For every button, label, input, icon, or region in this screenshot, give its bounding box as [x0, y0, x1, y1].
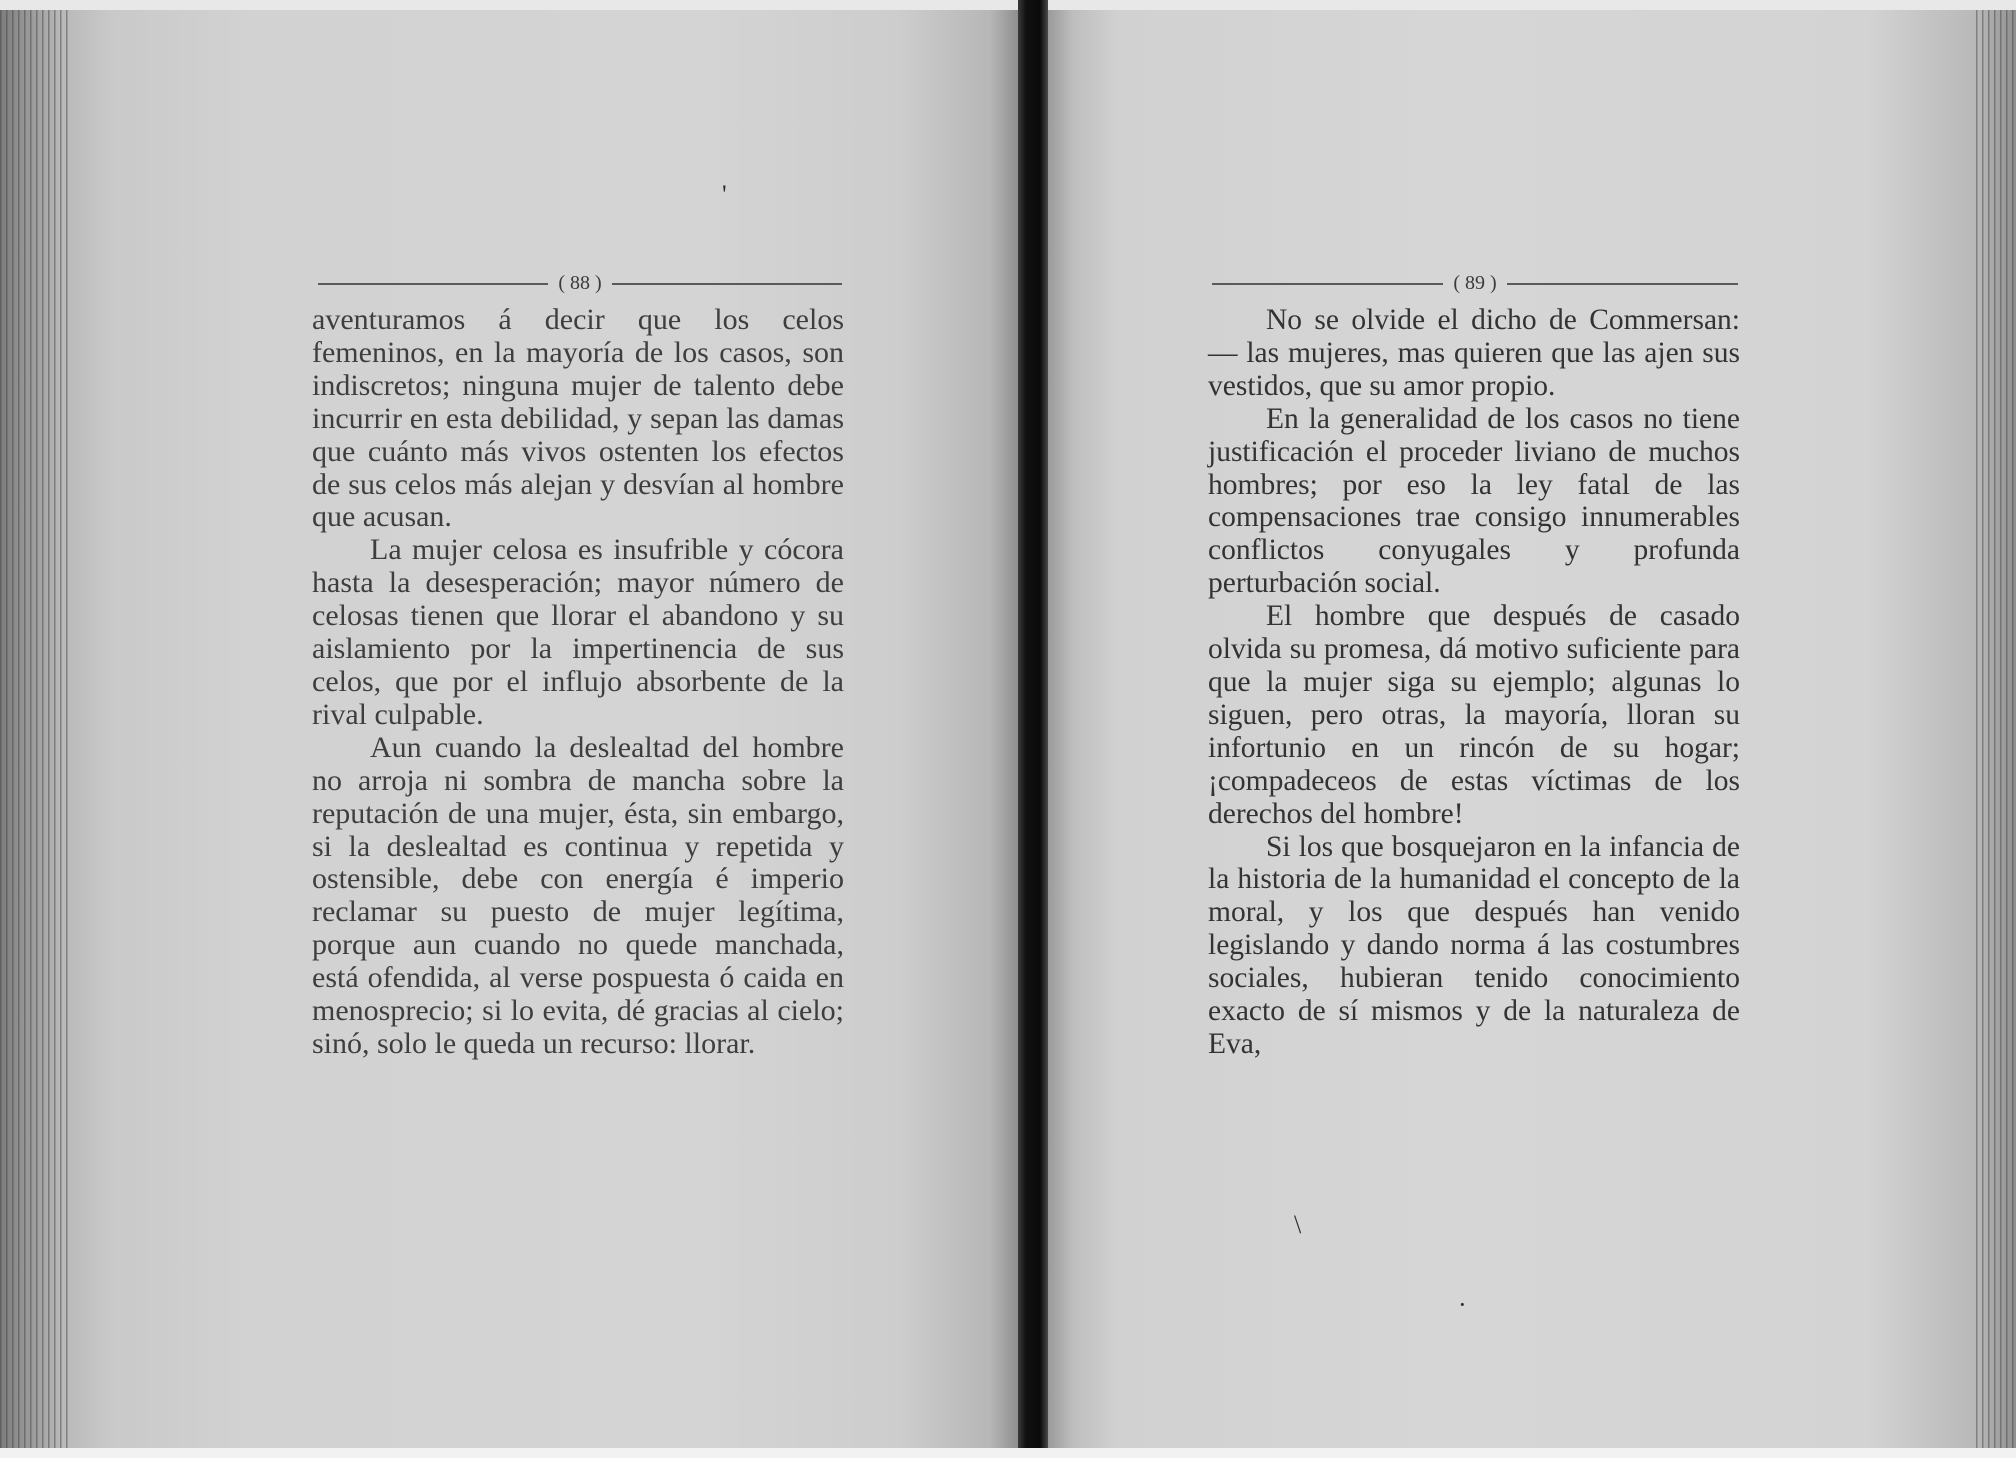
left-page-text [312, 304, 844, 1061]
header-rule [612, 283, 842, 285]
page-edge-stack [0, 10, 70, 1458]
page-edge-stack [1976, 10, 2016, 1458]
right-page-text [1208, 304, 1740, 1061]
paragraph: En la generalidad de los casos no tiene justificación el proceder liviano de muchos hombres; por eso la ley fatal de las compensaciones trae consigo innumerables conflictos conyugales y profunda perturbación social. [1208, 402, 1740, 600]
scan-top-border [0, 0, 2016, 10]
paragraph: El hombre que después de casado olvida su promesa, dá motivo suficiente para que la mujer siga su ejemplo; algunas lo siguen, pero otras, la mayoría, lloran su infortunio en un rincón de su hogar; ¡compadeceos de estas víctimas de los derechos del hombre! [1208, 600, 1740, 830]
left-page-header [318, 272, 842, 295]
paragraph: Si los que bosquejaron en la infancia de la historia de la humanidad el concepto de la moral, y los que después han venido legislando y dando norma á las costumbres sociales, hubieran tenido conocimiento exacto de sí mismos y de la naturaleza de Eva, [1208, 830, 1740, 1060]
header-rule [1212, 283, 1443, 285]
right-page-header [1212, 272, 1738, 295]
header-rule [1507, 283, 1738, 285]
page-number: ( 88 ) [558, 272, 602, 294]
scan-bottom-border [0, 1448, 2016, 1458]
paragraph: La mujer celosa es insufrible y cócora hasta la desesperación; mayor número de celosas tienen que llorar el abandono y su aislamiento por la impertinencia de sus celos, que por el influjo absorbente de la rival culpable. [312, 533, 844, 731]
paragraph: No se olvide el dicho de Commersan: — las mujeres, mas quieren que las ajen sus vestidos, que su amor propio. [1208, 304, 1740, 402]
book-gutter [1018, 0, 1048, 1458]
header-rule [318, 283, 548, 285]
scan-speck: ' [722, 180, 727, 209]
paragraph: Aun cuando la deslealtad del hombre no arroja ni sombra de mancha sobre la reputación de una mujer, ésta, sin embargo, si la deslealtad es continua y repetida y ostensible, debe con energía é imperio reclamar su puesto de mujer legítima, porque aun cuando no quede manchada, está ofendida, al verse pospuesta ó caida en menosprecio; si lo evita, dé gracias al cielo; sinó, solo le queda un recurso: llorar. [312, 730, 844, 1060]
scan-speck: · [1458, 1290, 1467, 1319]
scan-speck: \ [1294, 1210, 1302, 1239]
page-number: ( 89 ) [1453, 272, 1497, 294]
paragraph: aventuramos á decir que los celos femeninos, en la mayoría de los casos, son indiscretos; ninguna mujer de talento debe incurrir en esta debilidad, y sepan las damas que cuánto más vivos ostenten los efectos de sus celos más alejan y desvían al hombre que acusan. [312, 303, 844, 534]
